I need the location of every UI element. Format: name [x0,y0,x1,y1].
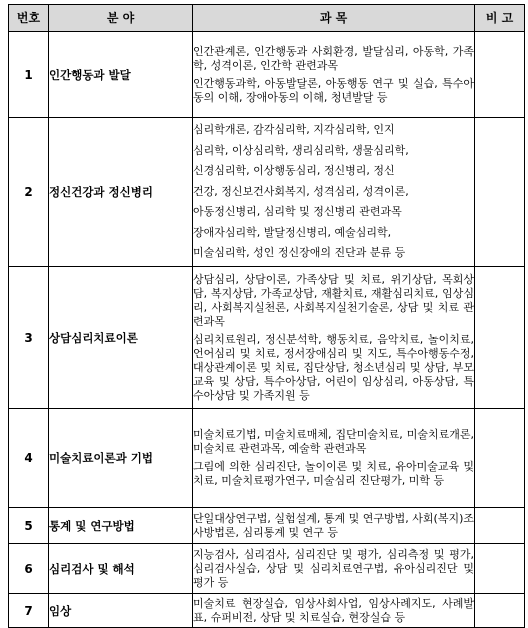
subject-paragraph: 미술치료 현장실습, 임상사회사업, 임상사례지도, 사례발표, 슈퍼비전, 상담 및 치료실습, 현장실습 등 [193,596,474,624]
row-area: 인간행동과 발달 [49,32,193,118]
header-number: 번호 [9,5,49,32]
table-row [9,409,525,508]
header-note: 비 고 [475,5,525,32]
subject-line: 심리학개론, 감각심리학, 지각심리학, 인지 [193,123,395,137]
header-row [9,5,525,32]
row-note [475,594,525,628]
row-number: 7 [9,594,49,628]
row-subjects [193,508,475,544]
row-subjects [193,267,475,409]
header-area: 분 야 [49,5,193,32]
row-note [475,267,525,409]
subject-line: 심리학, 이상심리학, 생리심리학, 생물심리학, [193,143,409,157]
subject-paragraph: 그림에 의한 심리진단, 놀이이론 및 치료, 유아미술교육 및 치료, 미술치료평가연구, 미술심리 진단평가, 미학 등 [193,460,474,487]
curriculum-table [8,4,525,628]
row-subjects [193,32,475,118]
table-row [9,267,525,409]
subject-paragraph: 미술치료기법, 미술치료매체, 집단미술치료, 미술치료개론, 미술치료 관련과목, 예술학 관련과목 [193,428,474,455]
row-area: 심리검사 및 해석 [49,544,193,594]
header-subject: 과 목 [193,5,475,32]
row-subjects [193,409,475,508]
row-note [475,32,525,118]
subject-paragraph: 인간행동과학, 아동발달론, 아동행동 연구 및 실습, 특수아동의 이해, 장애아동의 이해, 청년발달 등 [193,76,474,104]
table-row [9,32,525,118]
row-number: 3 [9,267,49,409]
subject-line: 미술심리학, 성인 정신장애의 진단과 분류 등 [193,246,406,260]
row-area: 상담심리치료이론 [49,267,193,409]
subject-paragraph: 단일대상연구법, 실험설계, 통계 및 연구방법, 사회(복지)조사방법론, 심리통계 및 연구 등 [193,511,474,539]
table-row [9,594,525,628]
subject-paragraph: 지능검사, 심리검사, 심리진단 및 평가, 심리측정 및 평가, 심리검사실습, 상담 및 심리치료연구법, 유아심리진단 및 평가 등 [193,547,474,589]
row-area: 통계 및 연구방법 [49,508,193,544]
subject-line: 아동정신병리, 심리학 및 정신병리 관련과목 [193,205,402,219]
row-number: 1 [9,32,49,118]
row-number: 5 [9,508,49,544]
table-row [9,544,525,594]
row-note [475,508,525,544]
row-subjects [193,118,475,267]
subject-paragraph: 심리치료원리, 정신분석학, 행동치료, 음악치료, 놀이치료, 언어심리 및 치료, 정서장애심리 및 지도, 특수아행동수정, 대상관계이론 및 치료, 집단상담, 청소년심리 및 상담, 부모교육 및 상담, 특수아상담, 어린이 임상심리, 아동상담, 특수아상담 및 가족지원 등 [193,332,474,402]
row-area: 미술치료이론과 기법 [49,409,193,508]
row-note [475,118,525,267]
row-note [475,544,525,594]
row-number: 6 [9,544,49,594]
row-number: 2 [9,118,49,267]
subject-line: 건강, 정신보건사회복지, 성격심리, 성격이론, [193,184,409,198]
row-subjects [193,544,475,594]
subject-paragraph: 인간관계론, 인간행동과 사회환경, 발달심리, 아동학, 가족학, 성격이론, 인간학 관련과목 [193,44,474,72]
table-row [9,508,525,544]
row-subjects [193,594,475,628]
row-number: 4 [9,409,49,508]
row-area: 임상 [49,594,193,628]
row-area: 정신건강과 정신병리 [49,118,193,267]
subject-paragraph: 상담심리, 상담이론, 가족상담 및 치료, 위기상담, 목회상담, 복지상담, 가족교상담, 재활치료, 재활심리치료, 임상심리, 사회복지실천론, 사회복지실천기술론, 상담 및 치료 관련과목 [193,272,474,328]
subject-line: 장애자심리학, 발달정신병리, 예술심리학, [193,225,392,239]
subject-line: 신경심리학, 이상행동심리, 정신병리, 정신 [193,164,395,178]
row-note [475,409,525,508]
table-row [9,118,525,267]
